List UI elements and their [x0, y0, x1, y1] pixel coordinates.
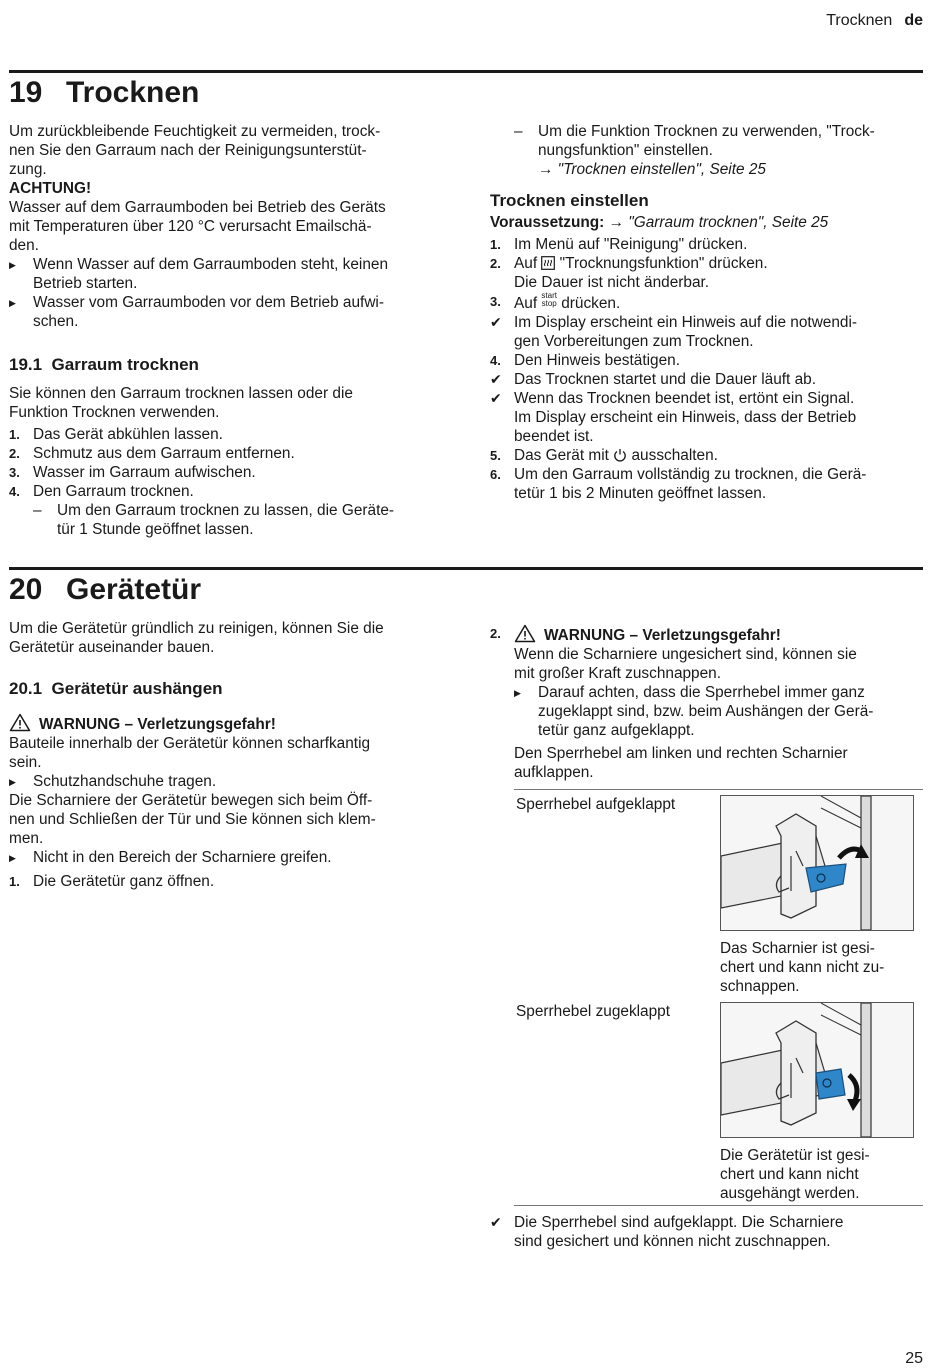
sec20-left-column	[9, 619, 449, 891]
triangle-bullet-icon: ▶	[514, 688, 521, 698]
subsection-number: 20.1	[9, 679, 43, 698]
dash-item	[9, 501, 449, 539]
text-line: Gerätetür auseinander bauen.	[9, 639, 215, 656]
text-line: chert und kann nicht	[720, 1166, 859, 1183]
subsection-title: Gerätetür aushängen	[51, 679, 223, 698]
text-line: Um zurückbleibende Feuchtigkeit zu vermeiden, trock-	[9, 123, 381, 140]
triangle-bullet-icon: ▶	[9, 298, 16, 308]
power-icon	[613, 448, 627, 462]
sec19-right-column	[490, 122, 930, 503]
text-line: Bauteile innerhalb der Gerätetür können scharfkantig	[9, 735, 371, 752]
table-row	[514, 997, 923, 1205]
text-line: tür 1 Stunde geöffnet lassen.	[57, 521, 254, 538]
warning-bullet	[9, 772, 449, 791]
text-line: Wasser vom Garraumboden vor dem Betrieb aufwi-	[33, 294, 384, 311]
step-number: 2.	[9, 446, 20, 461]
step-note: Die Dauer ist nicht änderbar.	[514, 274, 710, 291]
text-line: Wenn Wasser auf dem Garraumboden steht, keinen	[33, 256, 389, 273]
figure-caption	[720, 939, 920, 996]
text-line: Betrieb starten.	[33, 275, 138, 292]
text-line: Um die Funktion Trocknen zu verwenden, "Trock-	[538, 123, 875, 140]
triangle-bullet-icon: ▶	[9, 260, 16, 270]
list-item	[9, 872, 449, 891]
subsection-heading-trocknen-einstellen: Trocknen einstellen	[490, 191, 649, 210]
text-line: beendet ist.	[514, 428, 594, 445]
text-line: gen Vorbereitungen zum Trocknen.	[514, 333, 754, 350]
figure-caption	[720, 1146, 920, 1203]
warning-triangle-icon	[514, 624, 536, 643]
list-item	[490, 313, 930, 351]
text-line: sind gesichert und können nicht zuschnappen.	[514, 1233, 831, 1250]
list-item	[490, 465, 930, 503]
sec19-intro	[9, 122, 449, 179]
warning-text	[9, 791, 449, 848]
step-number: 1.	[9, 427, 20, 442]
warning-title: WARNUNG – Verletzungsgefahr!	[544, 627, 781, 644]
step-text: Den Hinweis bestätigen.	[514, 352, 680, 369]
text-line: chert und kann nicht zu-	[720, 959, 885, 976]
list-item	[490, 1213, 930, 1251]
section-title: Trocknen	[66, 76, 200, 109]
text-line: schen.	[33, 313, 79, 330]
drying-function-icon	[541, 256, 555, 270]
list-item	[490, 254, 930, 292]
step-text: Schmutz aus dem Garraum entfernen.	[33, 445, 295, 462]
text-line: nen und Schließen der Tür und Sie können sich klem-	[9, 811, 376, 828]
text-line: Sie können den Garraum trocknen lassen oder die	[9, 385, 353, 402]
text-line: ausgehängt werden.	[720, 1185, 860, 1202]
checkmark-icon: ✔	[490, 390, 502, 406]
hinge-lever-table	[514, 789, 923, 1206]
start-label: start	[541, 291, 557, 300]
step-text: ausschalten.	[631, 447, 718, 464]
arrow-ref-icon: →	[538, 161, 554, 178]
step-number: 4.	[9, 484, 20, 499]
dash-bullet: –	[514, 123, 523, 140]
step-text: Das Gerät abkühlen lassen.	[33, 426, 223, 443]
text-line: Den Sperrhebel am linken und rechten Scharnier	[514, 745, 848, 762]
hinge-lever-closed-figure	[720, 1002, 914, 1138]
warning-text	[514, 645, 930, 683]
caution-bullet	[9, 293, 449, 331]
list-item	[9, 425, 449, 444]
section-number: 19	[9, 76, 43, 109]
sec20-intro	[9, 619, 449, 657]
list-item	[490, 292, 930, 313]
caution-text	[9, 198, 449, 255]
warning-heading	[9, 713, 449, 734]
section-number: 20	[9, 573, 43, 606]
step-number: 4.	[490, 353, 501, 368]
text-line: Um den Garraum vollständig zu trocknen, die Gerä-	[514, 466, 867, 483]
table-bottom-rule	[514, 1205, 923, 1206]
section-rule	[9, 567, 923, 570]
text-line: Das Scharnier ist gesi-	[720, 940, 875, 957]
caution-title: ACHTUNG!	[9, 180, 92, 197]
prerequisite-label: Voraussetzung:	[490, 214, 605, 231]
step-text: Wasser im Garraum aufwischen.	[33, 464, 256, 481]
list-item	[490, 446, 930, 465]
step-text: Das Gerät mit	[514, 447, 609, 464]
text-line: Wenn das Trocknen beendet ist, ertönt ein Signal.	[514, 390, 855, 407]
step-text: Im Menü auf "Reinigung" drücken.	[514, 236, 748, 253]
cross-reference-link[interactable]: "Garraum trocknen", Seite 25	[628, 214, 829, 231]
hinge-closed-illustration	[721, 1003, 913, 1137]
text-line: tetür ganz aufgeklappt.	[538, 722, 695, 739]
step-number: 3.	[490, 294, 501, 309]
warning-title: WARNUNG – Verletzungsgefahr!	[39, 716, 276, 733]
prerequisite	[490, 213, 930, 232]
checkmark-icon: ✔	[490, 314, 502, 330]
warning-bullet	[514, 683, 930, 740]
list-item	[490, 351, 930, 370]
text-line: sein.	[9, 754, 42, 771]
text-line: den.	[9, 237, 39, 254]
step-number: 3.	[9, 465, 20, 480]
subsection-heading-19-1	[9, 354, 449, 375]
list-item	[490, 370, 930, 389]
text-line: Die Sperrhebel sind aufgeklappt. Die Scharniere	[514, 1214, 844, 1231]
step-number: 2.	[490, 626, 501, 641]
text-line: Wenn die Scharniere ungesichert sind, können sie	[514, 646, 857, 663]
step-number: 2.	[490, 256, 501, 271]
sec19-left-column	[9, 122, 449, 539]
subsection-title: Garraum trocknen	[51, 355, 199, 374]
list-item	[490, 235, 930, 254]
checkmark-icon: ✔	[490, 371, 502, 387]
warning-bullet	[9, 848, 449, 867]
triangle-bullet-icon: ▶	[9, 853, 16, 863]
step-text: Auf	[514, 295, 538, 312]
text-line: Das Trocknen startet und die Dauer läuft ab.	[514, 371, 816, 388]
text-line: nungsfunktion" einstellen.	[538, 142, 713, 159]
step-text: Auf	[514, 255, 538, 272]
list-item	[490, 389, 930, 446]
text-line: Im Display erscheint ein Hinweis, dass der Betrieb	[514, 409, 857, 426]
step-list	[9, 425, 449, 539]
page-number: 25	[905, 1350, 923, 1367]
text-line: Die Scharniere der Gerätetür bewegen sich beim Öff-	[9, 792, 373, 809]
start-stop-icon	[541, 292, 557, 308]
table-row-label: Sperrhebel zugeklappt	[516, 1003, 671, 1020]
list-item	[490, 624, 930, 782]
header-section: Trocknen	[826, 12, 893, 29]
text-line: tetür 1 bis 2 Minuten geöffnet lassen.	[514, 485, 767, 502]
text-line: schnappen.	[720, 978, 800, 995]
text-line: Schutzhandschuhe tragen.	[33, 773, 217, 790]
text-line: Um die Gerätetür gründlich zu reinigen, können Sie die	[9, 620, 384, 637]
text-line: men.	[9, 830, 44, 847]
section-heading-20	[9, 573, 201, 607]
step-list	[490, 235, 930, 503]
step-text: Die Gerätetür ganz öffnen.	[33, 873, 215, 890]
hinge-lever-open-figure	[720, 795, 914, 931]
text-line: zung.	[9, 161, 47, 178]
arrow-ref-icon: →	[608, 214, 624, 231]
checkmark-icon: ✔	[490, 1214, 502, 1230]
list-item	[9, 463, 449, 482]
text-line: Wasser auf dem Garraumboden bei Betrieb des Geräts	[9, 199, 386, 216]
caution-bullet	[9, 255, 449, 293]
cross-reference-link[interactable]: "Trocknen einstellen", Seite 25	[557, 161, 766, 178]
section-heading-19	[9, 76, 199, 110]
text-line: mit großer Kraft zuschnappen.	[514, 665, 722, 682]
text-line: Funktion Trocknen verwenden.	[9, 404, 220, 421]
subsection-heading-20-1	[9, 678, 449, 699]
text-line: Um den Garraum trocknen zu lassen, die Geräte-	[57, 502, 395, 519]
sec20-right-column	[490, 624, 930, 782]
step-number: 1.	[490, 237, 501, 252]
text-line: nen Sie den Garraum nach der Reinigungsunterstüt-	[9, 142, 367, 159]
warning-triangle-icon	[9, 713, 31, 732]
step-number: 1.	[9, 874, 20, 889]
list-item	[9, 482, 449, 501]
text-line: Darauf achten, dass die Sperrhebel immer ganz	[538, 684, 865, 701]
dash-item	[490, 122, 930, 179]
step-text: Den Garraum trocknen.	[33, 483, 194, 500]
step-text: drücken.	[561, 295, 621, 312]
text-line: Die Gerätetür ist gesi-	[720, 1147, 870, 1164]
step-instruction	[514, 744, 930, 782]
subsection-number: 19.1	[9, 355, 43, 374]
stop-label: stop	[541, 299, 557, 308]
text-line: zugeklappt sind, bzw. beim Aushängen der Gerä-	[538, 703, 874, 720]
text-line: aufklappen.	[514, 764, 594, 781]
sub19-1-intro	[9, 384, 449, 422]
sec20-result	[490, 1213, 930, 1251]
list-item	[9, 444, 449, 463]
hinge-open-illustration	[721, 796, 913, 930]
text-line: Im Display erscheint ein Hinweis auf die notwendi-	[514, 314, 858, 331]
warning-heading	[514, 624, 930, 645]
table-row-label: Sperrhebel aufgeklappt	[516, 796, 676, 813]
triangle-bullet-icon: ▶	[9, 777, 16, 787]
step-number: 5.	[490, 448, 501, 463]
running-header	[826, 11, 923, 30]
header-language: de	[904, 12, 923, 29]
section-rule	[9, 70, 923, 73]
dash-bullet: –	[33, 502, 42, 519]
text-line: mit Temperaturen über 120 °C verursacht Emailschä-	[9, 218, 372, 235]
section-title: Gerätetür	[66, 573, 202, 606]
text-line: Nicht in den Bereich der Scharniere greifen.	[33, 849, 332, 866]
table-row	[514, 790, 923, 997]
step-number: 6.	[490, 467, 501, 482]
warning-text	[9, 734, 449, 772]
step-text: "Trocknungsfunktion" drücken.	[559, 255, 768, 272]
